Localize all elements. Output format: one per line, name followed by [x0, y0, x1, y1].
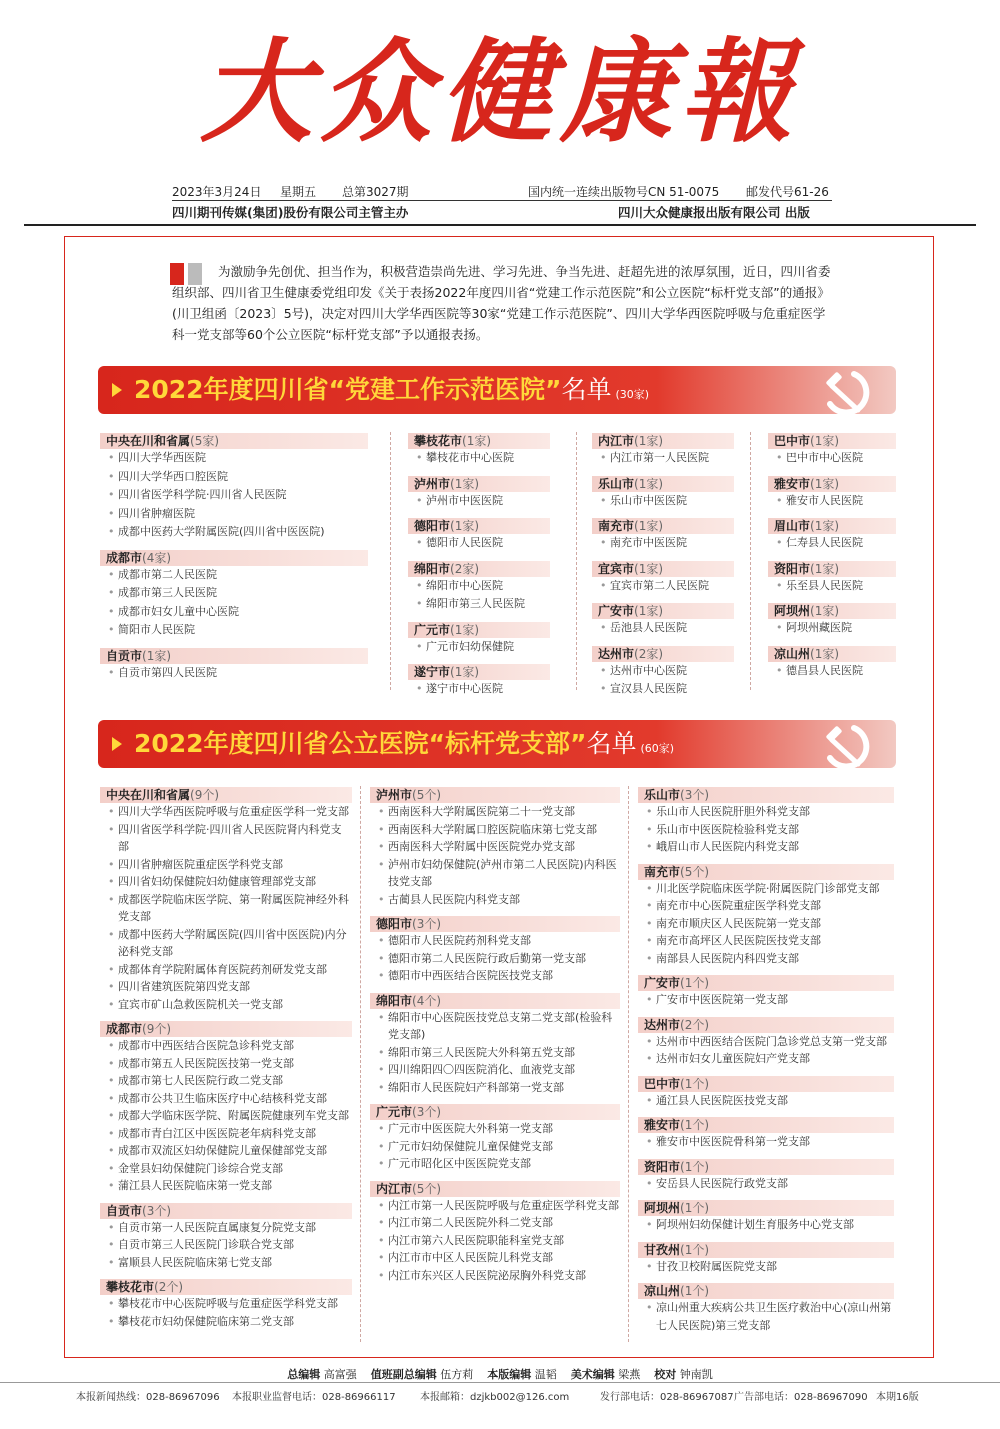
region-heading: 宜宾市(1家) [592, 561, 734, 577]
list-item: • 雅安市人民医院 [768, 492, 896, 511]
list-item: • 雅安市中医医院骨科第一党支部 [638, 1133, 894, 1151]
list-item: • 泸州市中医医院 [408, 492, 550, 511]
list-item: • 阿坝州藏医院 [768, 619, 896, 638]
arrow-icon [112, 737, 122, 751]
masthead [0, 0, 1000, 180]
list-item: • 西南医科大学附属医院第二十一党支部 [370, 803, 620, 821]
region-heading: 达州市(2个) [638, 1017, 894, 1033]
column-divider [576, 432, 577, 690]
region-heading: 绵阳市(4个) [370, 993, 620, 1009]
region-group [638, 1200, 894, 1234]
list-item: • 成都市第二人民医院 [100, 566, 368, 585]
list-item: • 四川大学华西医院呼吸与危重症医学科一党支部 [100, 803, 352, 821]
region-group [370, 916, 620, 985]
list-item: • 达州市中心医院 [592, 662, 734, 681]
region-group [638, 1242, 894, 1276]
region-group [100, 1203, 352, 1272]
issue-date: 2023年3月24日 [172, 185, 262, 199]
list-item: • 达州市妇女儿童医院妇产党支部 [638, 1050, 894, 1068]
region-group [370, 1104, 620, 1173]
list-item: • 乐至县人民医院 [768, 577, 896, 596]
region-group [408, 518, 550, 553]
region-heading: 资阳市(1家) [768, 561, 896, 577]
list-item: • 绵阳市第三人民医院大外科第五党支部 [370, 1044, 620, 1062]
section2-column-1 [100, 787, 352, 1338]
editor-credits: 总编辑 高富强 值班副总编辑 伍方莉 本版编辑 温韬 美术编辑 梁燕 校对 钟南凯 [287, 1368, 713, 1381]
list-item: • 广元市妇幼保健院儿童保健党支部 [370, 1138, 620, 1156]
list-item: • 阿坝州妇幼保健计划生育服务中心党支部 [638, 1216, 894, 1234]
list-item: • 南充市高坪区人民医院医技党支部 [638, 932, 894, 950]
list-item: • 四川大学华西医院 [100, 449, 368, 468]
list-item: • 富顺县人民医院临床第七党支部 [100, 1254, 352, 1272]
list-item: • 内江市市中区人民医院儿科党支部 [370, 1249, 620, 1267]
region-group [408, 476, 550, 511]
region-group [100, 648, 368, 683]
page-count: 本期16版 [876, 1392, 919, 1403]
list-item: • 甘孜卫校附属医院党支部 [638, 1258, 894, 1276]
section1-banner [98, 366, 896, 414]
list-item: • 攀枝花市妇幼保健院临床第二党支部 [100, 1313, 352, 1331]
region-heading: 广安市(1个) [638, 975, 894, 991]
region-heading: 广安市(1家) [592, 603, 734, 619]
list-item: • 宜宾市第二人民医院 [592, 577, 734, 596]
newspaper-logo: 大众健康報 [200, 27, 800, 158]
region-group [592, 433, 734, 468]
list-item: • 自贡市第三人民医院门诊联合党支部 [100, 1236, 352, 1254]
cn-number: 国内统一连续出版物号CN 51-0075 [528, 185, 720, 199]
region-heading: 凉山州(1个) [638, 1283, 894, 1299]
list-item: • 西南医科大学附属口腔医院临床第七党支部 [370, 821, 620, 839]
region-group [592, 476, 734, 511]
region-heading: 乐山市(1家) [592, 476, 734, 492]
region-heading: 德阳市(3个) [370, 916, 620, 932]
column-divider [360, 786, 361, 1342]
section1-column-3 [592, 433, 734, 707]
region-heading: 遂宁市(1家) [408, 664, 550, 680]
list-item: • 四川省建筑医院第四党支部 [100, 978, 352, 996]
list-item: • 广元市妇幼保健院 [408, 638, 550, 657]
list-item: • 成都市第五人民医院医技第一党支部 [100, 1055, 352, 1073]
region-heading: 内江市(5个) [370, 1181, 620, 1197]
list-item: • 南充市中心医院重症医学科党支部 [638, 897, 894, 915]
list-item: • 南充市顺庆区人民医院第一党支部 [638, 915, 894, 933]
list-item: • 达州市中西医结合医院门急诊党总支第一党支部 [638, 1033, 894, 1051]
region-group [100, 1021, 352, 1195]
region-heading: 乐山市(3个) [638, 787, 894, 803]
list-item: • 自贡市第四人民医院 [100, 664, 368, 683]
list-item: • 乐山市人民医院肝胆外科党支部 [638, 803, 894, 821]
region-group [638, 1283, 894, 1334]
news-hotline: 本报新闻热线：028-86967096 [76, 1392, 220, 1403]
list-item: • 成都市妇女儿童中心医院 [100, 603, 368, 622]
column-divider [390, 432, 391, 690]
publisher-row [172, 203, 832, 221]
region-heading: 自贡市(3个) [100, 1203, 352, 1219]
region-group [768, 646, 896, 681]
list-item: • 巴中市中心医院 [768, 449, 896, 468]
region-group [638, 1076, 894, 1110]
list-item: • 安岳县人民医院行政党支部 [638, 1175, 894, 1193]
list-item: • 仁寿县人民医院 [768, 534, 896, 553]
region-group [592, 518, 734, 553]
section1-title: 2022年度四川省“党建工作示范医院”名单 (30家) [134, 375, 650, 404]
list-item: • 南充市中医医院 [592, 534, 734, 553]
region-group [408, 664, 550, 699]
region-group [408, 433, 550, 468]
list-item: • 简阳市人民医院 [100, 621, 368, 640]
region-group [592, 603, 734, 638]
column-divider [628, 786, 629, 1342]
list-item: • 成都体育学院附属体育医院药剂研发党支部 [100, 961, 352, 979]
list-item: • 成都大学临床医学院、附属医院健康列车党支部 [100, 1107, 352, 1125]
list-item: • 成都市第七人民医院行政二党支部 [100, 1072, 352, 1090]
section2-title: 2022年度四川省公立医院“标杆党支部”名单 (60家) [134, 729, 675, 758]
list-item: • 攀枝花市中心医院呼吸与危重症医学科党支部 [100, 1295, 352, 1313]
region-heading: 成都市(9个) [100, 1021, 352, 1037]
region-heading: 巴中市(1家) [768, 433, 896, 449]
region-group [638, 864, 894, 968]
list-item: • 成都市双流区妇幼保健院儿童保健部党支部 [100, 1142, 352, 1160]
region-group [408, 622, 550, 657]
list-item: • 内江市第六人民医院职能科室党支部 [370, 1232, 620, 1250]
list-item: • 自贡市第一人民医院直属康复分院党支部 [100, 1219, 352, 1237]
list-item: • 绵阳市第三人民医院 [408, 595, 550, 614]
region-group [100, 1279, 352, 1330]
region-heading: 南充市(5个) [638, 864, 894, 880]
list-item: • 成都市青白江区中医医院老年病科党支部 [100, 1125, 352, 1143]
list-item: • 广安市中医医院第一党支部 [638, 991, 894, 1009]
list-item: • 四川省肿瘤医院 [100, 505, 368, 524]
region-group [370, 993, 620, 1097]
list-item: • 西南医科大学附属中医医院党办党支部 [370, 838, 620, 856]
section2-column-3 [638, 787, 894, 1342]
region-heading: 甘孜州(1个) [638, 1242, 894, 1258]
list-item: • 德阳市人民医院 [408, 534, 550, 553]
list-item: • 成都市第三人民医院 [100, 584, 368, 603]
list-item: • 内江市第一人民医院呼吸与危重症医学科党支部 [370, 1197, 620, 1215]
region-heading: 达州市(2家) [592, 646, 734, 662]
list-item: • 攀枝花市中心医院 [408, 449, 550, 468]
list-item: • 宜宾市矿山急救医院机关一党支部 [100, 996, 352, 1014]
list-item: • 德昌县人民医院 [768, 662, 896, 681]
list-item: • 四川省医学科学院·四川省人民医院 [100, 486, 368, 505]
arrow-icon [112, 383, 122, 397]
region-heading: 阿坝州(1个) [638, 1200, 894, 1216]
region-group [638, 787, 894, 856]
list-item: • 南部县人民医院内科四党支部 [638, 950, 894, 968]
list-item: • 四川省医学科学院·四川省人民医院肾内科党支部 [100, 821, 352, 856]
hammer-sickle-icon [814, 718, 886, 772]
column-divider [750, 432, 751, 690]
list-item: • 内江市第一人民医院 [592, 449, 734, 468]
distribution-phone: 发行部电话：028-86967087 [600, 1392, 734, 1403]
list-item: • 岳池县人民医院 [592, 619, 734, 638]
region-heading: 雅安市(1家) [768, 476, 896, 492]
list-item: • 德阳市中西医结合医院医技党支部 [370, 967, 620, 985]
region-heading: 攀枝花市(2个) [100, 1279, 352, 1295]
region-heading: 广元市(3个) [370, 1104, 620, 1120]
list-item: • 四川绵阳四〇四医院消化、血液党支部 [370, 1061, 620, 1079]
section1-column-2 [408, 433, 550, 707]
section1-column-1 [100, 433, 368, 690]
list-item: • 德阳市第二人民医院行政后勤第一党支部 [370, 950, 620, 968]
intro-paragraph: 为激励争先创优、担当作为，积极营造崇尚先进、学习先进、争当先进、赶超先进的浓厚氛围，近日，四川省委组织部、四川省卫生健康委党组印发《关于表扬2022年度四川省“党建工作示范医院”和公立医院“标杆党支部”的通报》(川卫组函〔2023〕5号)，决定对四川大学华西医院等30家“党建工作示范医院”、四川大学华西医院呼吸与危重症医学科一党支部等60个公立医院“标杆党支部”予以通报表扬。 [172, 264, 831, 342]
section2-column-2 [370, 787, 620, 1292]
section2-banner [98, 720, 896, 768]
region-heading: 自贡市(1家) [100, 648, 368, 664]
region-group [768, 433, 896, 468]
region-heading: 广元市(1家) [408, 622, 550, 638]
region-group [768, 476, 896, 511]
region-group [408, 561, 550, 614]
region-group [768, 603, 896, 638]
list-item: • 泸州市妇幼保健院(泸州市第二人民医院)内科医技党支部 [370, 856, 620, 891]
postal-code: 邮发代号61-26 [746, 185, 829, 199]
issue-number: 总第3027期 [342, 185, 409, 199]
sponsor-text: 四川期刊传媒(集团)股份有限公司主管主办 [172, 205, 409, 220]
list-item: • 成都中医药大学附属医院(四川省中医医院) [100, 523, 368, 542]
list-item: • 内江市第二人民医院外科二党支部 [370, 1214, 620, 1232]
list-item: • 古蔺县人民医院内科党支部 [370, 891, 620, 909]
region-heading: 内江市(1家) [592, 433, 734, 449]
list-item: • 绵阳市人民医院妇产科部第一党支部 [370, 1079, 620, 1097]
region-heading: 绵阳市(2家) [408, 561, 550, 577]
list-item: • 乐山市中医医院 [592, 492, 734, 511]
list-item: • 成都市中西医结合医院急诊科党支部 [100, 1037, 352, 1055]
hammer-sickle-icon [814, 364, 886, 418]
region-group [592, 561, 734, 596]
region-heading: 南充市(1家) [592, 518, 734, 534]
region-group [100, 433, 368, 542]
list-item: • 成都医学院临床医学院、第一附属医院神经外科党支部 [100, 891, 352, 926]
region-heading: 中央在川和省属(9个) [100, 787, 352, 803]
region-heading: 眉山市(1家) [768, 518, 896, 534]
issue-info-row [172, 183, 832, 199]
supervise-hotline: 本报职业监督电话：028-86966117 [232, 1392, 396, 1403]
region-group [768, 518, 896, 553]
list-item: • 遂宁市中心医院 [408, 680, 550, 699]
list-item: • 峨眉山市人民医院内科党支部 [638, 838, 894, 856]
region-heading: 雅安市(1个) [638, 1117, 894, 1133]
list-item: • 通江县人民医院医技党支部 [638, 1092, 894, 1110]
region-group [638, 1017, 894, 1068]
list-item: • 内江市东兴区人民医院泌尿胸外科党支部 [370, 1267, 620, 1285]
region-group [592, 646, 734, 699]
region-heading: 成都市(4家) [100, 550, 368, 566]
region-group [638, 1117, 894, 1151]
region-group [638, 975, 894, 1009]
region-heading: 德阳市(1家) [408, 518, 550, 534]
list-item: • 乐山市中医医院检验科党支部 [638, 821, 894, 839]
list-item: • 四川省妇幼保健院妇幼健康管理部党支部 [100, 873, 352, 891]
list-item: • 川北医学院临床医学院·附属医院门诊部党支部 [638, 880, 894, 898]
list-item: • 金堂县妇幼保健院门诊综合党支部 [100, 1160, 352, 1178]
region-group [100, 787, 352, 1013]
list-item: • 德阳市人民医院药剂科党支部 [370, 932, 620, 950]
region-heading: 巴中市(1个) [638, 1076, 894, 1092]
region-heading: 凉山州(1家) [768, 646, 896, 662]
region-group [768, 561, 896, 596]
email-address: 本报邮箱：dzjkb002@126.com [420, 1392, 570, 1403]
list-item: • 宣汉县人民医院 [592, 680, 734, 699]
region-heading: 泸州市(1家) [408, 476, 550, 492]
list-item: • 绵阳市中心医院 [408, 577, 550, 596]
list-item: • 广元市昭化区中医医院党支部 [370, 1155, 620, 1173]
list-item: • 成都市公共卫生临床医疗中心结核科党支部 [100, 1090, 352, 1108]
list-item: • 四川大学华西口腔医院 [100, 468, 368, 487]
list-item: • 蒲江县人民医院临床第一党支部 [100, 1177, 352, 1195]
list-item: • 广元市中医医院大外科第一党支部 [370, 1120, 620, 1138]
header-rule [172, 200, 832, 201]
publisher-text: 四川大众健康报出版有限公司 出版 [618, 205, 810, 220]
region-group [100, 550, 368, 640]
issue-weekday: 星期五 [280, 185, 317, 199]
list-item: • 绵阳市中心医院医技党总支第二党支部(检验科党支部) [370, 1009, 620, 1044]
list-item: • 成都中医药大学附属医院(四川省中医医院)内分泌科党支部 [100, 926, 352, 961]
region-heading: 阿坝州(1家) [768, 603, 896, 619]
section1-column-4 [768, 433, 896, 688]
region-group [638, 1159, 894, 1193]
region-heading: 泸州市(5个) [370, 787, 620, 803]
masthead-bottom-rule [24, 224, 976, 226]
region-group [370, 1181, 620, 1285]
region-heading: 资阳市(1个) [638, 1159, 894, 1175]
region-group [370, 787, 620, 908]
region-heading: 攀枝花市(1家) [408, 433, 550, 449]
ads-phone: 广告部电话：028-86967090 [734, 1392, 868, 1403]
list-item: • 四川省肿瘤医院重症医学科党支部 [100, 856, 352, 874]
footer-rule [0, 1382, 1000, 1383]
region-heading: 中央在川和省属(5家) [100, 433, 368, 449]
list-item: • 凉山州重大疾病公共卫生医疗救治中心(凉山州第七人民医院)第三党支部 [638, 1299, 894, 1334]
